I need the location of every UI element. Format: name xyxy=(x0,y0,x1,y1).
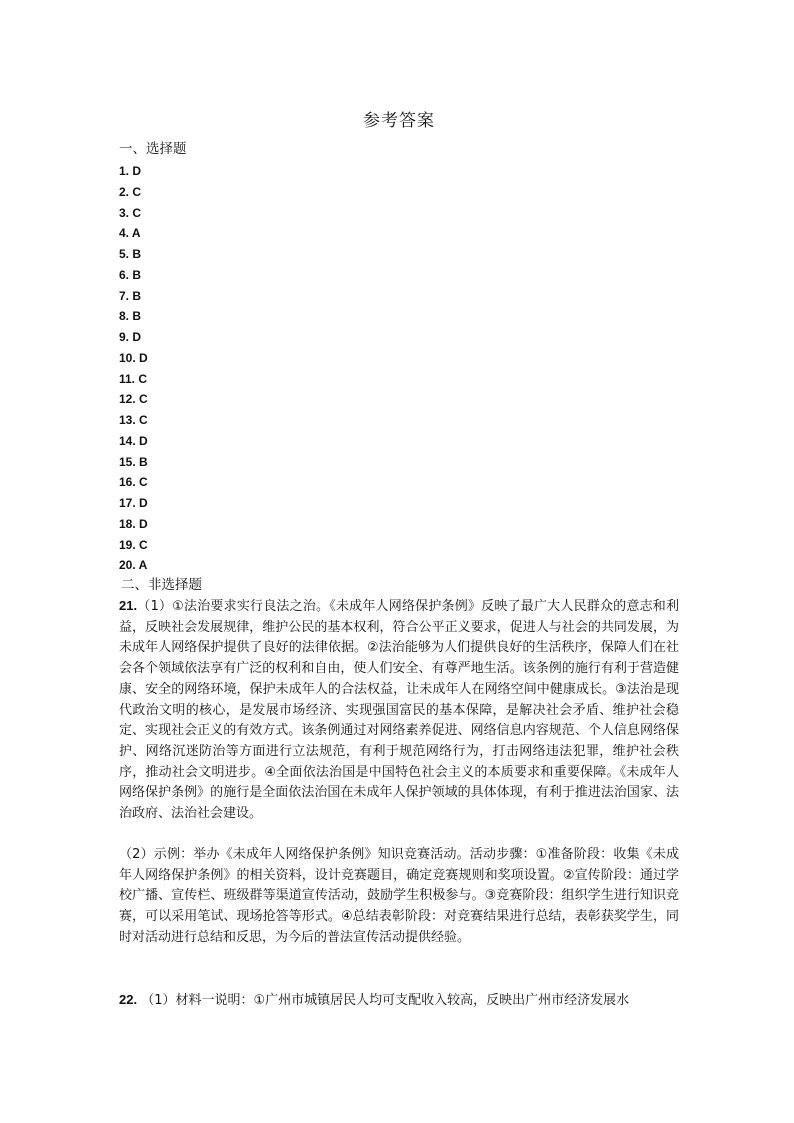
answer-item: 2. C xyxy=(119,184,142,199)
question-number: 22. xyxy=(119,992,138,1007)
answer-list xyxy=(119,161,148,576)
section-heading-choice: 一、选择题 xyxy=(119,141,187,157)
answer-item: 15. B xyxy=(119,454,148,469)
answer-item: 16. C xyxy=(119,475,148,490)
answer-item: 9. D xyxy=(119,330,142,344)
answer-item: 11. C xyxy=(119,371,148,386)
answer-item: 7. B xyxy=(119,288,142,303)
question-number: 21. xyxy=(119,598,138,613)
answer-item: 3. C xyxy=(119,205,142,220)
answer-item: 19. C xyxy=(119,537,148,552)
answer-item: 4. A xyxy=(119,226,141,241)
answer-item: 20. A xyxy=(119,558,148,573)
answer-item: 13. C xyxy=(119,413,148,427)
answer-item: 10. D xyxy=(119,350,148,365)
answer-item: 17. D xyxy=(119,496,148,510)
answer-item: 8. B xyxy=(119,309,142,324)
answer-text: （1）①法治要求实行良法之治。《未成年人网络保护条例》反映了最广大人民群众的意志和利益，反映社会发展规律，维护公民的基本权利，符合公平正义要求，促进人与社会的共同发展，为未成年人网络保护提供了良好的法律依据。②法治能够为人们提供良好的生活秩序，保障人们在社会各个领域依法享有广泛的权利和自由，使人们安全、有尊严地生活。该条例的施行有利于营造健康、安全的网络环境，保护未成年人的合法权益，让未成年人在网络空间中健康成长。③法治是现代政治文明的核心，是发展市场经济、实现强国富民的基本保障，是解决社会矛盾、维护社会稳定、实现社会正义的有效方式。该条例通过对网络素养促进、网络信息内容规范、个人信息网络保护、网络沉迷防治等方面进行立法规范，有利于规范网络行为，打击网络违法犯罪，维护社会秩序，推动社会文明进步。④全面依法治国是中国特色社会主义的本质要求和重要保障。《未成年人网络保护条例》的施行是全面依法治国在未成年人保护领域的具体体现，有利于推进法治国家、法治政府、法治社会建设。 xyxy=(119,599,679,822)
answer-item: 14. D xyxy=(119,433,148,448)
question-21-part-2: （2）示例：举办《未成年人网络保护条例》知识竞赛活动。活动步骤：①准备阶段：收集《未成年人网络保护条例》的相关资料，设计竞赛题目，确定竞赛规则和奖项设置。②宣传阶段：通过学校广播、宣传栏、班级群等渠道宣传活动，鼓励学生积极参与。③竞赛阶段：组织学生进行知识竞赛，可以采用笔试、现场抢答等形式。④总结表彰阶段：对竞赛结果进行总结，表彰获奖学生，同时对活动进行总结和反思，为今后的普法宣传活动提供经验。 xyxy=(119,847,679,945)
question-22-part-1 xyxy=(119,990,679,1012)
answer-item: 18. D xyxy=(119,516,148,531)
question-21-part-1 xyxy=(119,596,679,825)
answer-item: 12. C xyxy=(119,392,148,407)
answer-item: 5. B xyxy=(119,247,142,261)
answer-item: 1. D xyxy=(119,164,142,178)
answer-item: 6. B xyxy=(119,267,142,282)
section-heading-nonchoice: 二、非选择题 xyxy=(121,577,202,593)
page-title: 参考答案 xyxy=(363,111,435,131)
answer-text: （1）材料一说明：①广州市城镇居民人均可支配收入较高，反映出广州市经济发展水 xyxy=(141,993,630,1008)
